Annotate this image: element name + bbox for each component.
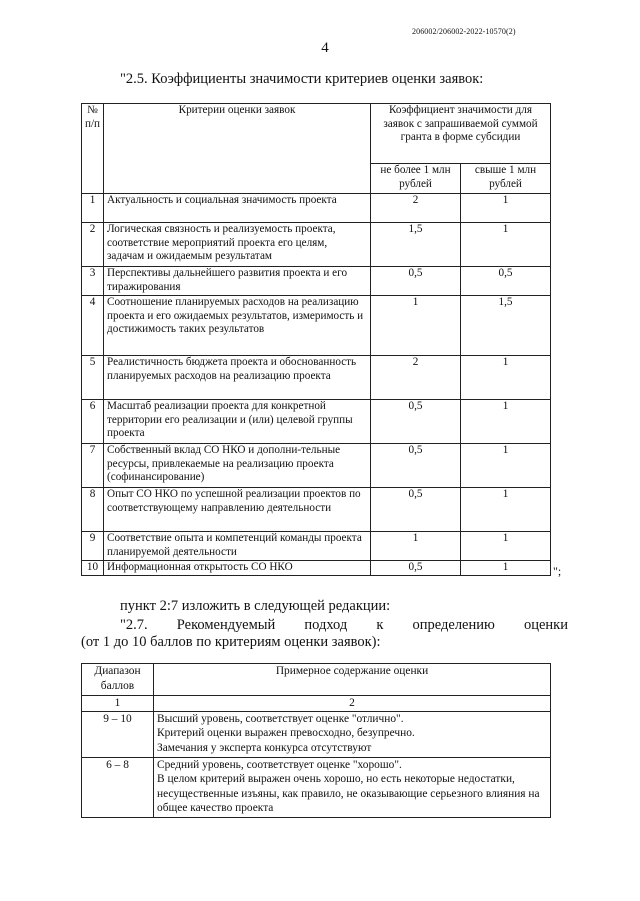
table-row bbox=[82, 296, 551, 356]
row-num: 1 bbox=[82, 194, 104, 223]
index-1: 1 bbox=[82, 696, 154, 712]
row-criterion: Информационная открытость СО НКО bbox=[104, 561, 371, 576]
table-row bbox=[82, 444, 551, 488]
row-value-1: 1 bbox=[371, 296, 461, 356]
description-line: Высший уровень, соответствует оценке "отлично". bbox=[157, 712, 404, 725]
row-num: 5 bbox=[82, 356, 104, 400]
table-row bbox=[82, 194, 551, 223]
word: "2.7. bbox=[120, 617, 148, 633]
header-sub2: свыше 1 млн рублей bbox=[461, 164, 551, 194]
row-value-1: 1,5 bbox=[371, 223, 461, 267]
row-value-2: 1 bbox=[461, 561, 551, 576]
row-num: 8 bbox=[82, 488, 104, 532]
word: к bbox=[376, 617, 384, 633]
row-value-2: 1 bbox=[461, 444, 551, 488]
word: подход bbox=[304, 617, 348, 633]
header-sub1: не более 1 млн рублей bbox=[371, 164, 461, 194]
row-criterion: Опыт СО НКО по успешной реализации проектов по соответствующему направлению деятельности bbox=[104, 488, 371, 532]
section-title: "2.5. Коэффициенты значимости критериев оценки заявок: bbox=[120, 71, 484, 87]
closing-quote: "; bbox=[553, 564, 562, 578]
row-value-1: 1 bbox=[371, 532, 461, 561]
header-num: № п/п bbox=[82, 104, 104, 194]
header-criteria: Критерии оценки заявок bbox=[104, 104, 371, 194]
header-range: Диапазон баллов bbox=[82, 664, 154, 696]
page-number: 4 bbox=[321, 40, 329, 56]
table-row bbox=[82, 532, 551, 561]
row-num: 9 bbox=[82, 532, 104, 561]
row-num: 4 bbox=[82, 296, 104, 356]
word: оценки bbox=[523, 617, 568, 633]
row-num: 10 bbox=[82, 561, 104, 576]
score-range: 6 – 8 bbox=[82, 757, 154, 817]
row-value-2: 0,5 bbox=[461, 267, 551, 296]
row-value-2: 1 bbox=[461, 223, 551, 267]
description-line: В целом критерий выражен очень хорошо, но есть некоторые недостатки, несущественные изъяны, как правило, не оказывающие серьезного влияния на общее качество проекта bbox=[157, 773, 540, 814]
header-coef: Коэффициент значимости для заявок с запрашиваемой суммой гранта в форме субсидии bbox=[371, 104, 551, 164]
row-value-2: 1 bbox=[461, 356, 551, 400]
score-range: 9 – 10 bbox=[82, 711, 154, 757]
description-line: Критерий оценки выражен превосходно, безупречно. bbox=[157, 727, 415, 739]
row-value-1: 0,5 bbox=[371, 400, 461, 444]
table-row bbox=[82, 267, 551, 296]
paragraph-2-7-heading bbox=[120, 617, 568, 634]
row-criterion: Логическая связность и реализуемость проекта, соответствие мероприятий проекта его целям, задачам и ожидаемым результатам bbox=[104, 223, 371, 267]
scores-table bbox=[81, 663, 551, 818]
score-description bbox=[154, 757, 551, 817]
table-row bbox=[82, 356, 551, 400]
row-num: 3 bbox=[82, 267, 104, 296]
description-line: Замечания у эксперта конкурса отсутствуют bbox=[157, 741, 372, 754]
row-criterion: Актуальность и социальная значимость проекта bbox=[104, 194, 371, 223]
row-criterion: Соответствие опыта и компетенций команды проекта планируемой деятельности bbox=[104, 532, 371, 561]
row-num: 7 bbox=[82, 444, 104, 488]
coefficients-table bbox=[81, 103, 551, 576]
word: определению bbox=[412, 617, 495, 633]
table-row bbox=[82, 757, 551, 817]
paragraph-amend: пункт 2:7 изложить в следующей редакции: bbox=[120, 598, 391, 614]
row-value-1: 0,5 bbox=[371, 488, 461, 532]
row-num: 6 bbox=[82, 400, 104, 444]
row-criterion: Реалистичность бюджета проекта и обоснованность планируемых расходов на реализацию проекта bbox=[104, 356, 371, 400]
row-value-2: 1 bbox=[461, 400, 551, 444]
index-2: 2 bbox=[154, 696, 551, 712]
table-row bbox=[82, 711, 551, 757]
word: Рекомендуемый bbox=[176, 617, 276, 633]
table-row bbox=[82, 400, 551, 444]
row-criterion: Собственный вклад СО НКО и дополни-тельные ресурсы, привлекаемые на реализацию проекта (софинансирование) bbox=[104, 444, 371, 488]
row-value-1: 2 bbox=[371, 194, 461, 223]
row-value-2: 1,5 bbox=[461, 296, 551, 356]
row-value-1: 0,5 bbox=[371, 267, 461, 296]
description-line: Средний уровень, соответствует оценке "хорошо". bbox=[157, 758, 402, 771]
row-value-2: 1 bbox=[461, 532, 551, 561]
document-number: 206002/206002-2022-10570(2) bbox=[412, 27, 516, 36]
table-row bbox=[82, 488, 551, 532]
row-value-1: 0,5 bbox=[371, 444, 461, 488]
paragraph-2-7-continuation: (от 1 до 10 баллов по критериям оценки заявок): bbox=[81, 634, 381, 650]
row-value-1: 2 bbox=[371, 356, 461, 400]
row-criterion: Масштаб реализации проекта для конкретной территории его реализации и (или) целевой группы проекта bbox=[104, 400, 371, 444]
header-content: Примерное содержание оценки bbox=[154, 664, 551, 696]
row-criterion: Соотношение планируемых расходов на реализацию проекта и его ожидаемых результатов, измеримость и достижимость таких результатов bbox=[104, 296, 371, 356]
row-num: 2 bbox=[82, 223, 104, 267]
row-criterion: Перспективы дальнейшего развития проекта и его тиражирования bbox=[104, 267, 371, 296]
row-value-2: 1 bbox=[461, 488, 551, 532]
row-value-1: 0,5 bbox=[371, 561, 461, 576]
table-row bbox=[82, 223, 551, 267]
row-value-2: 1 bbox=[461, 194, 551, 223]
score-description bbox=[154, 711, 551, 757]
table-row bbox=[82, 561, 551, 576]
